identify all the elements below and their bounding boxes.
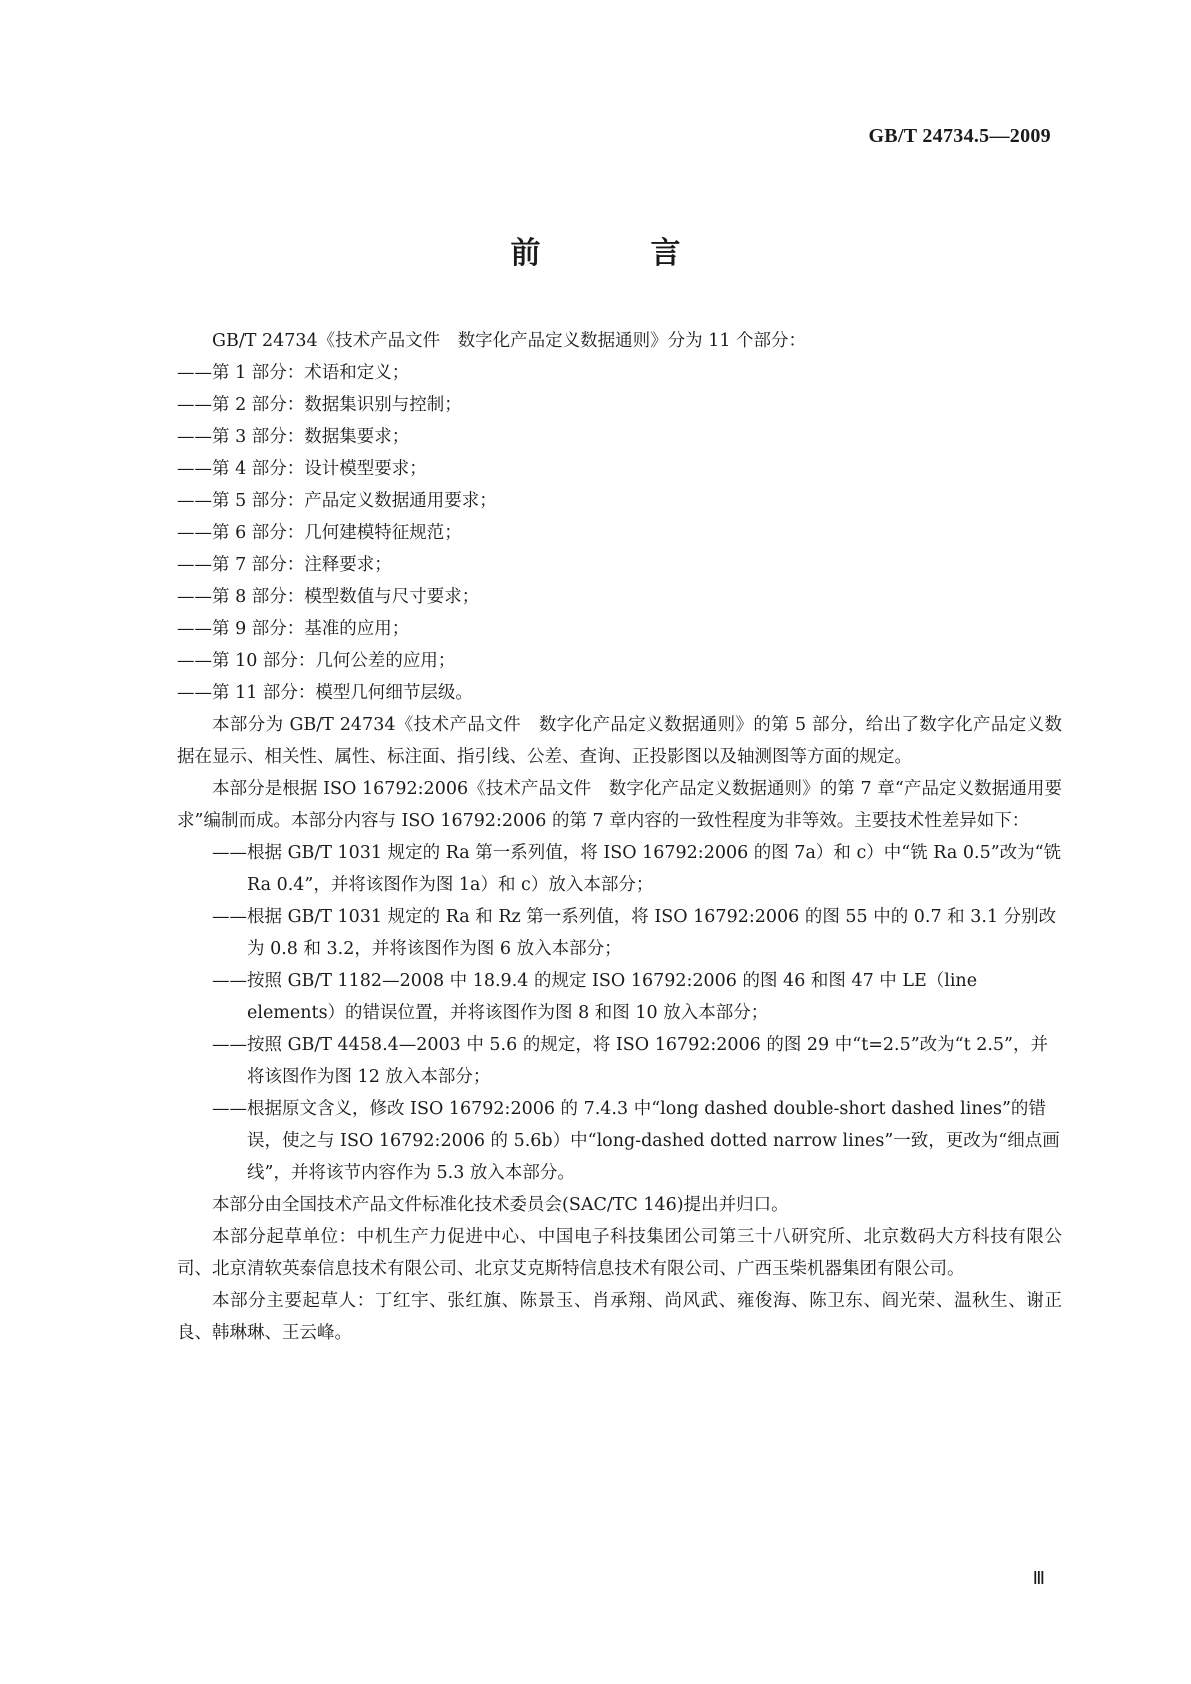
dash-marker: ——: [177, 651, 212, 671]
list-item: [177, 549, 1062, 581]
list-item: [177, 517, 1062, 549]
dash-marker: ——: [212, 1035, 247, 1055]
dash-marker: ——: [177, 587, 212, 607]
list-item: [177, 1029, 1062, 1093]
list-item: [177, 837, 1062, 901]
list-item: [177, 453, 1062, 485]
page-title: 前 言: [510, 236, 721, 271]
document-body: [177, 325, 1062, 1349]
list-item: [177, 965, 1062, 1029]
list-item: [177, 645, 1062, 677]
list-item-text: 第 2 部分：数据集识别与控制；: [212, 395, 462, 415]
list-item-text: 根据 GB/T 1031 规定的 Ra 和 Rz 第一系列值，将 ISO 16792:2006 的图 55 中的 0.7 和 3.1 分别改为 0.8 和 3.2，并将该图作为图 6 放入本部分；: [247, 907, 1057, 959]
list-item-text: 第 11 部分：模型几何细节层级。: [212, 683, 473, 703]
list-item-text: 按照 GB/T 4458.4—2003 中 5.6 的规定，将 ISO 16792:2006 的图 29 中“t=2.5”改为“t 2.5”，并将该图作为图 12 放入本部分；: [247, 1035, 1048, 1087]
basis-paragraph: 本部分是根据 ISO 16792:2006《技术产品文件 数字化产品定义数据通则》的第 7 章“产品定义数据通用要求”编制而成。本部分内容与 ISO 16792:2006 的第 7 章内容的一致性程度为非等效。主要技术性差异如下：: [177, 779, 1062, 831]
list-item: [177, 1093, 1062, 1189]
dash-marker: ——: [212, 843, 247, 863]
dash-marker: ——: [212, 971, 247, 991]
list-item-text: 第 9 部分：基准的应用；: [212, 619, 410, 639]
list-item-text: 第 6 部分：几何建模特征规范；: [212, 523, 462, 543]
dash-marker: ——: [177, 523, 212, 543]
intro-paragraph: GB/T 24734《技术产品文件 数字化产品定义数据通则》分为 11 个部分：: [212, 331, 807, 351]
dash-marker: ——: [177, 363, 212, 383]
list-item-text: 第 3 部分：数据集要求；: [212, 427, 410, 447]
list-item: [177, 485, 1062, 517]
dash-marker: ——: [177, 491, 212, 511]
list-item-text: 第 1 部分：术语和定义；: [212, 363, 410, 383]
list-item: [177, 421, 1062, 453]
list-item: [177, 677, 1062, 709]
list-item-text: 按照 GB/T 1182—2008 中 18.9.4 的规定 ISO 16792:2006 的图 46 和图 47 中 LE（line elements）的错误位置，并将该图作为图 8 和图 10 放入本部分；: [247, 971, 978, 1023]
list-item-text: 根据 GB/T 1031 规定的 Ra 第一系列值，将 ISO 16792:2006 的图 7a）和 c）中“铣 Ra 0.5”改为“铣 Ra 0.4”，并将该图作为图 1a）和 c）放入本部分；: [247, 843, 1062, 895]
drafters-paragraph: 本部分主要起草人：丁红宇、张红旗、陈景玉、肖承翔、尚风武、雍俊海、陈卫东、阎光荣、温秋生、谢正良、韩琳琳、王云峰。: [177, 1291, 1062, 1343]
page-number: Ⅲ: [1032, 1568, 1045, 1588]
list-item-text: 第 7 部分：注释要求；: [212, 555, 392, 575]
dash-marker: ——: [177, 395, 212, 415]
differences-list: [177, 837, 1062, 1189]
dash-marker: ——: [177, 459, 212, 479]
dash-marker: ——: [177, 427, 212, 447]
dash-marker: ——: [177, 555, 212, 575]
list-item-text: 第 4 部分：设计模型要求；: [212, 459, 427, 479]
dash-marker: ——: [212, 907, 247, 927]
scope-paragraph: 本部分为 GB/T 24734《技术产品文件 数字化产品定义数据通则》的第 5 部分，给出了数字化产品定义数据在显示、相关性、属性、标注面、指引线、公差、查询、正投影图以及轴测图等方面的规定。: [177, 715, 1062, 767]
proposer-paragraph: 本部分由全国技术产品文件标准化技术委员会(SAC/TC 146)提出并归口。: [212, 1195, 789, 1215]
list-item: [177, 613, 1062, 645]
dash-marker: ——: [177, 683, 212, 703]
list-item: [177, 357, 1062, 389]
standard-code: GB/T 24734.5—2009: [868, 125, 1051, 147]
list-item-text: 根据原文含义，修改 ISO 16792:2006 的 7.4.3 中“long dashed double-short dashed lines”的错误，使之与 ISO 16792:2006 的 5.6b）中“long-dashed dotted narrow lines”一致，更改为“细点画线”，并将该节内容作为 5.3 放入本部分。: [247, 1099, 1060, 1183]
list-item-text: 第 5 部分：产品定义数据通用要求；: [212, 491, 497, 511]
dash-marker: ——: [177, 619, 212, 639]
list-item-text: 第 8 部分：模型数值与尺寸要求；: [212, 587, 480, 607]
list-item: [177, 581, 1062, 613]
parts-list: [177, 357, 1062, 709]
list-item: [177, 901, 1062, 965]
list-item: [177, 389, 1062, 421]
drafting-units-paragraph: 本部分起草单位：中机生产力促进中心、中国电子科技集团公司第三十八研究所、北京数码大方科技有限公司、北京清软英泰信息技术有限公司、北京艾克斯特信息技术有限公司、广西玉柴机器集团有限公司。: [177, 1227, 1062, 1279]
dash-marker: ——: [212, 1099, 247, 1119]
list-item-text: 第 10 部分：几何公差的应用；: [212, 651, 456, 671]
